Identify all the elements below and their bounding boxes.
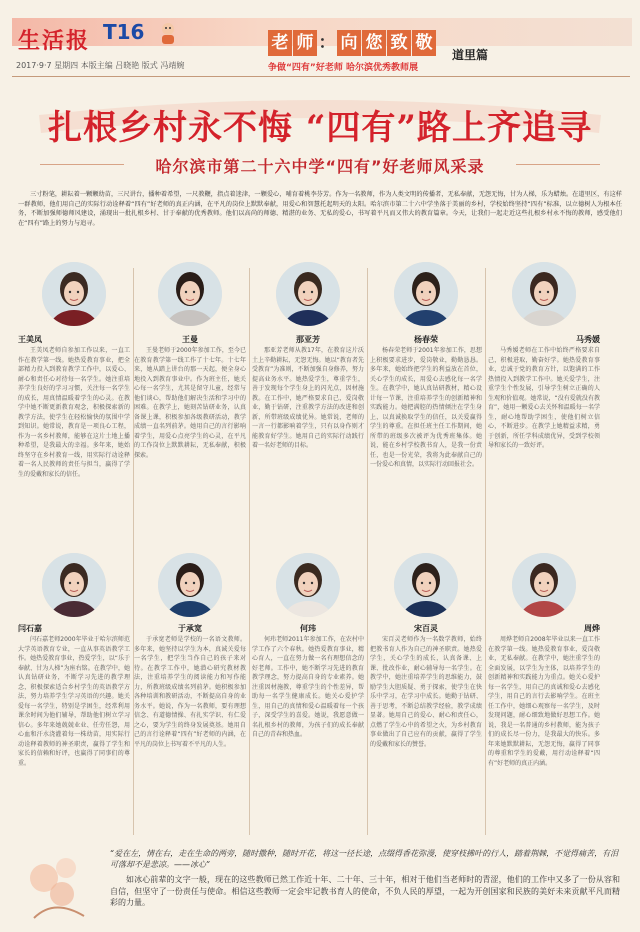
subheadline: 哈尔滨市第二十六中学“四有”好老师风采录 <box>155 157 485 176</box>
column-title <box>268 30 440 60</box>
column-title-char: 您 <box>362 30 386 56</box>
teacher-photo <box>394 553 458 617</box>
teacher-bio: 王美凤老师自参加工作以来，一直工作在教学第一线。她热爱教育事业，把全部精力投入到教育教学工作中，以爱心、耐心和责任心对待每一名学生。她注重培养学生良好的学习习惯，关注每一名学生的成长，用真情温暖着学生的心灵。在教学中她不断更新教育观念，积极探索新的教学方法，使学生在轻松愉快的氛围中学到知识。她常说，教育是一项良心工程，作为一名乡村教师，能够在这片土地上播种希望，是我最大的幸福。多年来，她始终坚守在乡村教育一线，用实际行动诠释着一名人民教师的责任与担当，赢得了学生的爱戴和家长的信任。 <box>18 347 130 478</box>
teacher-bio: 那亚芳老师从教17年，在教育这片沃土上辛勤耕耘，无怨无悔。她以“教育者先受教育”为准则，不断加强自身修养，努力提高业务水平。她热爱学生，尊重学生，善于发现每个学生身上的闪光点，因材施教。在工作中，她严格要求自己，爱岗敬业，勤于钻研，注重教学方法的改进和创新，所带班级成绩优异。她常说，老师的一言一行都影响着学生，只有以身作则才能教育好学生。她用自己的实际行动践行着一名好老师的目标。 <box>252 347 364 449</box>
teacher-bio: 周烨老师自2008年毕业以来一直工作在教学第一线。她热爱教育事业，爱岗敬业，无私奉献。在教学中，她注重学生的全面发展，以学生为主体，以培养学生的创新精神和实践能力为重点。她关心爱护每一名学生，用自己的真诚和爱心去感化学生，用自己的言行去影响学生。在班主任工作中，她细心观察每一名学生，及时发现问题，耐心细致地做好思想工作。她说，我是一名普通的乡村教师，能为孩子们的成长尽一份力，是我最大的快乐。多年来她默默耕耘，无怨无悔，赢得了同事的尊重和学生的爱戴，用行动诠释着“四有”好老师的真正内涵。 <box>488 636 600 767</box>
column-divider <box>485 559 486 835</box>
teacher-bio: 闫石嘉老师2000年毕业于哈尔滨师范大学英语教育专业，一直从事英语教学工作。她热爱教育事业，热爱学生，以“乐于奉献、甘为人梯”为座右铭。在教学中，她认真钻研业务，不断学习先进的教学理念，积极探索适合乡村学生的英语教学方法，努力培养学生学习英语的兴趣。她关爱每一名学生，特别是学困生，经常利用课余时间为他们辅导，帮助他们树立学习信心。多年来她兢兢业业、任劳任怨，用心血和汗水浇灌着每一株幼苗，用实际行动诠释着教师的神圣职责，赢得了学生和家长的信赖和好评，也赢得了同事们的尊重。 <box>18 636 130 767</box>
paper-name: 生活报 <box>18 28 91 54</box>
teacher-name: 马秀媛 <box>576 335 600 344</box>
column-divider <box>249 559 250 835</box>
teacher-bio: 王曼老师于2000年参加工作，至今已在教育教学第一线工作了十七年。十七年来，她从踏上讲台的那一天起，便全身心地投入到教育事业中。作为班主任，她关心每一名学生，尤其是留守儿童，经常与他们谈心，帮助他们解决生活和学习中的困难。在教学上，她刻苦钻研业务，认真备课上课，积极参加各级教研活动，教学成绩一直名列前茅。她用自己的言行影响着学生，用爱心点亮学生的心灵，在平凡的工作岗位上默默耕耘，无私奉献，积极探索。 <box>134 347 246 459</box>
column-divider <box>485 268 486 561</box>
teacher-bio: 何玮老师2011年参加工作，在农村中学工作了六个春秋。她热爱教育事业，精心育人，一直在努力做一名有理想信念的好老师。工作中，她不断学习先进的教育教学理念，努力提高自身的专业素养。她注重因材施教，尊重学生的个性差异，帮助每一名学生健康成长。她关心爱护学生，用自己的真情和爱心温暖着每一个孩子，深受学生的喜爱。她说，我愿意做一名扎根乡村的教师，为孩子们的成长奉献自己的青春和热血。 <box>252 636 364 738</box>
teacher-name: 何玮 <box>300 624 316 633</box>
column-title-char: 致 <box>387 30 411 56</box>
bingxin-quote: “爱在左，情在右，走在生命的两旁，随时撒种，随时开花，将这一径长途，点缀得香花弥漫，使穿枝拂叶的行人，踏着荆棘，不觉得痛苦，有泪可落却不是悲凉。——冰心” <box>110 849 619 869</box>
teacher-bio: 宋百灵老师作为一名数学教师，始终把教书育人作为自己的神圣职责。她热爱学生，关心学生的成长，认真备课、上课、批改作业，耐心辅导每一名学生。在教学中，她注重培养学生的思维能力，鼓励学生大胆质疑、勇于探索，使学生在快乐中学习，在学习中成长。她勤于钻研、善于思考，不断总结教学经验，教学成绩显著。她用自己的爱心、耐心和责任心，点燃了学生心中的希望之火，为乡村教育事业做出了自己应有的贡献，赢得了学生的爱戴和家长的赞誉。 <box>370 636 482 748</box>
issue-line: 2017·9·7 星期四 本版主编 吕晓艳 版式 冯靖婉 <box>16 61 185 70</box>
teacher-photo <box>394 262 458 326</box>
column-title-char: 向 <box>337 30 361 56</box>
teacher-photo <box>276 553 340 617</box>
subheadline-rule-right <box>516 164 600 165</box>
teacher-bio: 马秀媛老师在工作中始终严格要求自己，积极进取，勤奋好学。她热爱教育事业，忠诚于党的教育方针，以饱满的工作热情投入到教学工作中。她关爱学生，注重学生个性发展，引导学生树立正确的人生观和价值观。她常说，“没有爱就没有教育”，她用一颗爱心去关怀和温暖每一名学生，耐心地帮助学困生，使他们树立信心，不断进步。在教学上她精益求精，勇于创新，所任学科成绩优异，受到学校领导和家长的一致好评。 <box>488 347 600 449</box>
teacher-name: 周烨 <box>584 624 600 633</box>
teacher-bio: 于承宽老师是学校的一名语文教师。多年来，她坚持以学生为本，真诚关爱每一名学生，把学生当作自己的孩子来对待。在教学工作中，她潜心研究教材教法，注重培养学生的阅读能力和写作能力，所教班级成绩名列前茅。她积极参加各种培训和教研活动，不断提高自身的业务水平。她说，作为一名教师，要有理想信念、有道德情操、有扎实学识、有仁爱之心，要为学生的终身发展奠基。她用自己的言行诠释着“四有”好老师的内涵，在平凡的岗位上书写着不平凡的人生。 <box>134 636 246 748</box>
teacher-photo <box>158 553 222 617</box>
flower-decoration-icon <box>14 838 102 924</box>
teacher-name: 宋百灵 <box>414 624 438 633</box>
headline: 扎根乡村永不悔 “四有”路上齐追寻 <box>48 108 592 148</box>
column-divider <box>367 559 368 835</box>
column-title-char: 师 <box>293 30 317 56</box>
teacher-photo <box>158 262 222 326</box>
page-header <box>0 0 640 78</box>
teacher-name: 于承宽 <box>178 624 202 633</box>
teacher-name: 那亚芳 <box>296 335 320 344</box>
intro-paragraph: 三寸粉笔，耕耘着一颗颗幼苗，三尺讲台，播种着希望，一尺教鞭，指点着迷津，一颗爱心，哺育着桃李芬芳。作为一名教师，作为人类文明的传播者，无私奉献，无怨无悔，甘为人梯，乐为蜡烛。在道里区，有这样一群教师，他们用自己的实际行动诠释着“四有”好老师的真正内涵，在平凡的岗位上默默奉献，用爱心和智慧托起明天的太阳。哈尔滨市第二十六中学坐落于美丽的乡村，学校始终坚持“四有”标准，以立德树人为根本任务，不断加强师德师风建设，涌现出一批扎根乡村、甘于奉献的优秀教师。他们以高尚的师德、精湛的业务、无私的爱心，书写着平凡而又伟大的教育篇章。今天，让我们一起走近这些扎根乡村永不悔的教师，感受他们在“四有”路上的努力与追寻。 <box>18 191 622 227</box>
teacher-bio: 杨春荣老师于2001年参加工作，思想上积极要求进步，爱岗敬业，勤勤恳恳。多年来，她始终把学生的利益放在首位，关心学生的成长，用爱心去感化每一名学生。在教学中，她认真钻研教材，精心设计每一节课，注重培养学生的创新精神和实践能力。她把满腔的热情倾注在学生身上，以真诚换取学生的信任，以关爱赢得学生的尊重。在担任班主任工作期间，她所带的班级多次被评为优秀班集体。她说，能在乡村学校教书育人，是我一份责任，也是一份光荣，我将为此奉献自己的一份爱心和真情，以实际行动回报社会。 <box>370 347 482 468</box>
teacher-photo <box>42 553 106 617</box>
teacher-photo <box>512 553 576 617</box>
teacher-photo <box>512 262 576 326</box>
teacher-name: 杨春荣 <box>414 335 438 344</box>
column-title-char: 老 <box>268 30 292 56</box>
column-divider <box>249 268 250 561</box>
column-title-char: 敬 <box>412 30 436 56</box>
page-number: T16 <box>103 20 145 44</box>
teacher-photo <box>42 262 106 326</box>
teacher-name: 王美凤 <box>18 335 42 344</box>
cartoon-figure-icon <box>155 20 181 46</box>
teacher-name: 王曼 <box>182 335 198 344</box>
district-label: 道里篇 <box>452 48 489 62</box>
teacher-photo <box>276 262 340 326</box>
column-title-char: ： <box>318 33 336 53</box>
teacher-name: 闫石嘉 <box>18 624 42 633</box>
column-subtitle: 争做“四有”好老师 哈尔滨优秀教师展 <box>268 63 418 73</box>
column-divider <box>367 268 368 561</box>
header-divider <box>12 76 630 77</box>
closing-paragraph: 如冰心前辈的文字一般，现在的这些教师已然工作近十年、二十年、三十年，相对于他们当老师时的青涩，他们的工作中又多了一份从容和自信，但坚守了一份责任与使命。相信这些教师一定会牢记教书育人的使命，不负人民的厚望，一起为开创国家和民族的美好未来贡献平凡而精彩的力量。 <box>110 875 620 907</box>
